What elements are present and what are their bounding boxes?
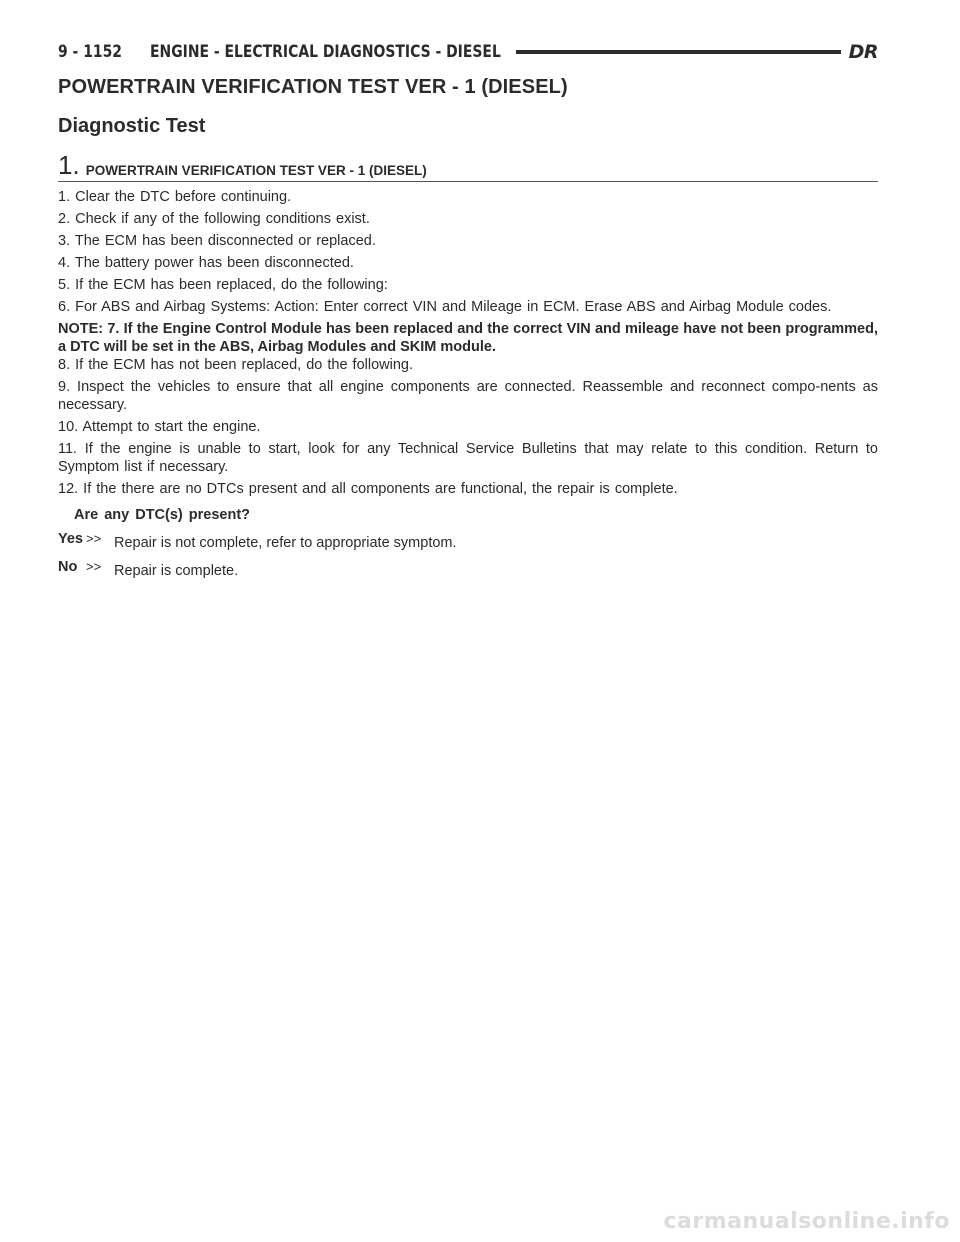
answer-no-arrow: >>	[86, 559, 102, 574]
step-item-12: 12. If the there are no DTCs present and all components are functional, the repair is complete.	[58, 481, 678, 497]
step-item-3: 3. The ECM has been disconnected or replaced.	[58, 233, 376, 249]
step-item-4: 4. The battery power has been disconnected.	[58, 255, 354, 271]
answer-yes-text: Repair is not complete, refer to appropriate symptom.	[114, 535, 457, 551]
answer-yes-arrow: >>	[86, 531, 102, 546]
answer-yes	[58, 530, 878, 552]
step-item-6: 6. For ABS and Airbag Systems: Action: Enter correct VIN and Mileage in ECM. Erase ABS and Airbag Module codes.	[58, 299, 832, 315]
step-item-11: 11. If the engine is unable to start, look for any Technical Service Bulletins that may relate to this condition. Return to Symptom list if necessary.	[58, 441, 878, 475]
step-header	[58, 152, 878, 182]
watermark: carmanualsonline.info	[663, 1209, 950, 1234]
step-item-5: 5. If the ECM has been replaced, do the following:	[58, 277, 388, 293]
section-title: ENGINE - ELECTRICAL DIAGNOSTICS - DIESEL	[150, 42, 501, 62]
answer-yes-label: Yes	[58, 531, 83, 547]
answer-no-label: No	[58, 559, 78, 575]
header-rule	[516, 50, 841, 54]
step-title: POWERTRAIN VERIFICATION TEST VER - 1 (DIESEL)	[85, 163, 427, 178]
step-note: NOTE: 7. If the Engine Control Module has been replaced and the correct VIN and mileage have not been programmed, a DTC will be set in the ABS, Airbag Modules and SKIM module.	[58, 321, 878, 355]
step-body	[58, 188, 878, 580]
document-subtitle: Diagnostic Test	[58, 115, 206, 137]
step-item-9: 9. Inspect the vehicles to ensure that all engine components are connected. Reassemble and reconnect compo-nents as necessary.	[58, 379, 878, 413]
page-content	[58, 76, 878, 580]
step-item-8: 8. If the ECM has not been replaced, do the following.	[58, 357, 413, 373]
page-number: 9 - 1152	[58, 42, 122, 62]
step-item-2: 2. Check if any of the following conditions exist.	[58, 211, 370, 227]
document-title: POWERTRAIN VERIFICATION TEST VER - 1 (DIESEL)	[58, 76, 568, 98]
answer-no-text: Repair is complete.	[114, 563, 239, 579]
diagnostic-question: Are any DTC(s) present?	[74, 507, 251, 523]
model-code: DR	[848, 41, 878, 63]
running-header	[58, 38, 878, 66]
step-item-10: 10. Attempt to start the engine.	[58, 419, 261, 435]
step-item-1: 1. Clear the DTC before continuing.	[58, 189, 292, 205]
answer-no	[58, 558, 878, 580]
step-number: 1.	[58, 150, 80, 180]
